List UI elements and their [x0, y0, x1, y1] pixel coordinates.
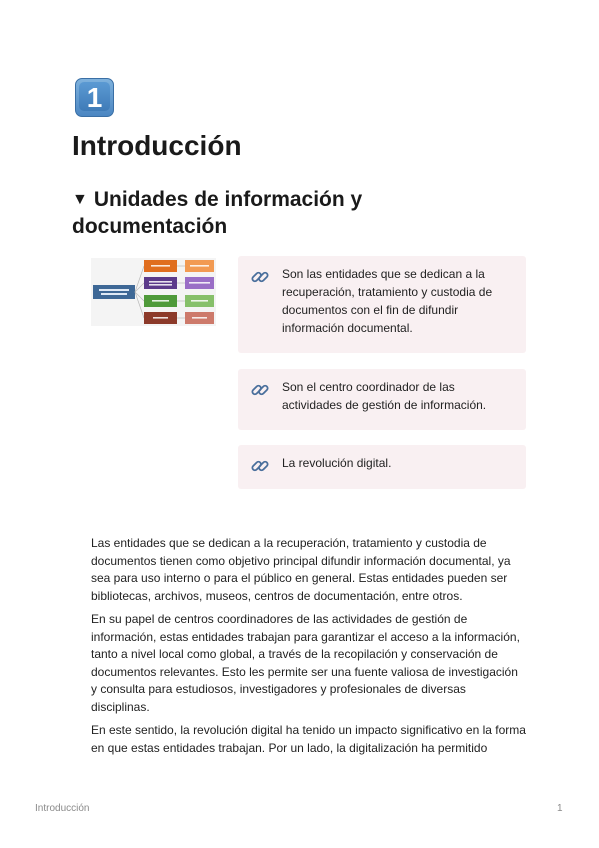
callout-card-1	[238, 256, 526, 353]
link-icon	[250, 380, 270, 400]
section-heading[interactable]	[72, 186, 472, 240]
callout-card-2	[238, 369, 526, 430]
paragraph-1: Las entidades que se dedican a la recuperación, tratamiento y custodia de documentos tienen como objetivo principal difundir información documental, ya sea para uso interno o para el público en general. Estas entidades pueden ser bibliotecas, archivos, museos, centros de documentación, entre otros.	[91, 536, 511, 603]
diagram-thumbnail	[91, 258, 216, 326]
page-title: Introducción	[72, 130, 242, 161]
body-text	[91, 535, 527, 763]
collapse-triangle-icon[interactable]: ▼	[72, 191, 88, 208]
callout-card-3	[238, 445, 526, 489]
callout-text-3: La revolución digital.	[282, 456, 392, 470]
link-icon	[250, 456, 270, 476]
section-number: 1	[79, 82, 110, 111]
section-number-badge	[75, 78, 114, 117]
footer-page-number: 1	[557, 803, 563, 814]
footer-section-title: Introducción	[35, 803, 90, 814]
callout-text-1: Son las entidades que se dedican a la recuperación, tratamiento y custodia de documentos con el fin de difundir información documental.	[282, 267, 493, 335]
section-heading-text: Unidades de información y documentación	[72, 188, 363, 238]
paragraph-3: En este sentido, la revolución digital ha tenido un impacto significativo en la forma en que estas entidades trabajan. Por un lado, la digitalización ha permitido	[91, 723, 526, 755]
paragraph-2: En su papel de centros coordinadores de las actividades de gestión de información, estas entidades trabajan para garantizar el acceso a la información, tanto a nivel local como global, a través de la recopilación y conservación de documentos relevantes. Esto les permite ser una fuente valiosa de investigación y consulta para estudiosos, investigadores y profesionales de diversas disciplinas.	[91, 612, 520, 714]
link-icon	[250, 267, 270, 287]
callout-text-2: Son el centro coordinador de las actividades de gestión de información.	[282, 380, 487, 412]
